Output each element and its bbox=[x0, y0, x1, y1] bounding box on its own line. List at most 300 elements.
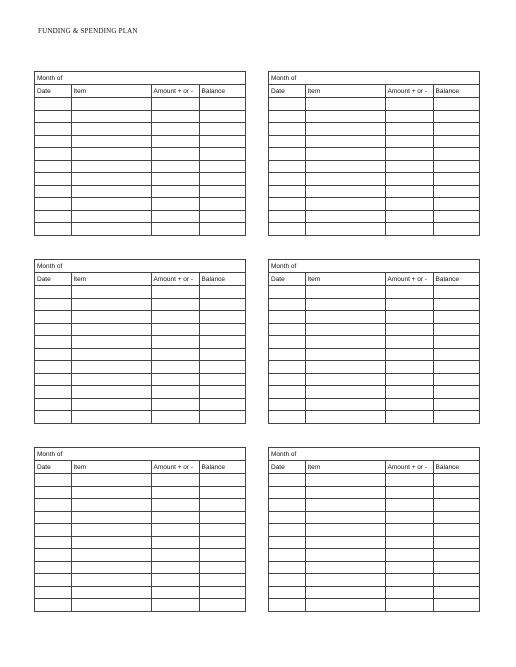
balance-cell[interactable] bbox=[199, 298, 245, 311]
date-cell[interactable] bbox=[269, 323, 305, 336]
date-cell[interactable] bbox=[35, 348, 71, 361]
item-cell[interactable] bbox=[71, 223, 151, 236]
date-cell[interactable] bbox=[269, 586, 305, 599]
ledger-table-5 bbox=[34, 447, 246, 612]
balance-cell[interactable] bbox=[199, 348, 245, 361]
date-cell[interactable] bbox=[35, 98, 71, 111]
balance-cell[interactable] bbox=[433, 160, 479, 173]
balance-cell[interactable] bbox=[433, 561, 479, 574]
balance-cell[interactable] bbox=[433, 210, 479, 223]
table-row bbox=[35, 135, 245, 148]
date-cell[interactable] bbox=[35, 586, 71, 599]
item-cell[interactable] bbox=[305, 486, 385, 499]
item-cell[interactable] bbox=[71, 474, 151, 487]
date-cell[interactable] bbox=[269, 386, 305, 399]
item-cell[interactable] bbox=[71, 286, 151, 299]
date-cell[interactable] bbox=[35, 574, 71, 587]
item-cell[interactable] bbox=[305, 373, 385, 386]
amount-cell[interactable] bbox=[151, 323, 199, 336]
date-cell[interactable] bbox=[35, 173, 71, 186]
date-cell[interactable] bbox=[269, 110, 305, 123]
amount-cell[interactable] bbox=[385, 599, 433, 612]
item-cell[interactable] bbox=[71, 499, 151, 512]
item-cell[interactable] bbox=[71, 411, 151, 424]
amount-cell[interactable] bbox=[385, 373, 433, 386]
balance-cell[interactable] bbox=[433, 599, 479, 612]
item-cell[interactable] bbox=[305, 286, 385, 299]
balance-cell[interactable] bbox=[433, 135, 479, 148]
amount-cell[interactable] bbox=[385, 586, 433, 599]
item-cell[interactable] bbox=[71, 110, 151, 123]
table-row bbox=[269, 323, 479, 336]
amount-cell[interactable] bbox=[151, 173, 199, 186]
item-cell[interactable] bbox=[305, 411, 385, 424]
date-cell[interactable] bbox=[35, 323, 71, 336]
balance-cell[interactable] bbox=[199, 486, 245, 499]
amount-cell[interactable] bbox=[151, 536, 199, 549]
balance-cell[interactable] bbox=[199, 574, 245, 587]
balance-cell[interactable] bbox=[199, 536, 245, 549]
date-header: Date bbox=[269, 85, 305, 98]
month-of-label[interactable]: Month of bbox=[269, 260, 479, 273]
table-row bbox=[35, 173, 245, 186]
date-cell[interactable] bbox=[35, 561, 71, 574]
date-cell[interactable] bbox=[269, 286, 305, 299]
balance-cell[interactable] bbox=[433, 323, 479, 336]
amount-cell[interactable] bbox=[151, 411, 199, 424]
item-cell[interactable] bbox=[305, 348, 385, 361]
item-cell[interactable] bbox=[305, 386, 385, 399]
amount-cell[interactable] bbox=[385, 148, 433, 161]
amount-cell[interactable] bbox=[385, 486, 433, 499]
date-header: Date bbox=[35, 273, 71, 286]
balance-cell[interactable] bbox=[199, 524, 245, 537]
item-cell[interactable] bbox=[71, 511, 151, 524]
amount-cell[interactable] bbox=[151, 298, 199, 311]
date-cell[interactable] bbox=[269, 223, 305, 236]
amount-cell[interactable] bbox=[151, 198, 199, 211]
item-cell[interactable] bbox=[305, 323, 385, 336]
item-cell[interactable] bbox=[71, 135, 151, 148]
date-cell[interactable] bbox=[35, 135, 71, 148]
amount-cell[interactable] bbox=[385, 110, 433, 123]
date-cell[interactable] bbox=[35, 298, 71, 311]
balance-cell[interactable] bbox=[199, 110, 245, 123]
balance-cell[interactable] bbox=[433, 549, 479, 562]
balance-cell[interactable] bbox=[199, 173, 245, 186]
date-cell[interactable] bbox=[269, 536, 305, 549]
amount-cell[interactable] bbox=[385, 286, 433, 299]
balance-cell[interactable] bbox=[199, 549, 245, 562]
balance-cell[interactable] bbox=[433, 198, 479, 211]
amount-cell[interactable] bbox=[151, 561, 199, 574]
balance-cell[interactable] bbox=[199, 499, 245, 512]
ledger-grid bbox=[35, 85, 245, 235]
ledger-grid bbox=[35, 461, 245, 611]
item-cell[interactable] bbox=[71, 586, 151, 599]
balance-cell[interactable] bbox=[199, 160, 245, 173]
balance-cell[interactable] bbox=[199, 185, 245, 198]
amount-cell[interactable] bbox=[151, 574, 199, 587]
balance-cell[interactable] bbox=[199, 323, 245, 336]
item-cell[interactable] bbox=[305, 574, 385, 587]
amount-cell[interactable] bbox=[151, 586, 199, 599]
amount-cell[interactable] bbox=[151, 185, 199, 198]
balance-cell[interactable] bbox=[199, 561, 245, 574]
table-row bbox=[269, 210, 479, 223]
item-cell[interactable] bbox=[305, 336, 385, 349]
item-cell[interactable] bbox=[305, 599, 385, 612]
item-cell[interactable] bbox=[305, 173, 385, 186]
date-cell[interactable] bbox=[35, 223, 71, 236]
item-cell[interactable] bbox=[305, 198, 385, 211]
amount-cell[interactable] bbox=[385, 549, 433, 562]
item-cell[interactable] bbox=[305, 536, 385, 549]
amount-cell[interactable] bbox=[385, 210, 433, 223]
table-row bbox=[35, 386, 245, 399]
balance-cell[interactable] bbox=[199, 286, 245, 299]
item-cell[interactable] bbox=[71, 311, 151, 324]
balance-cell[interactable] bbox=[433, 524, 479, 537]
balance-cell[interactable] bbox=[433, 298, 479, 311]
month-of-label[interactable]: Month of bbox=[35, 72, 245, 85]
item-cell[interactable] bbox=[305, 298, 385, 311]
balance-cell[interactable] bbox=[199, 398, 245, 411]
amount-cell[interactable] bbox=[385, 536, 433, 549]
item-cell[interactable] bbox=[71, 561, 151, 574]
table-row bbox=[35, 361, 245, 374]
date-cell[interactable] bbox=[269, 336, 305, 349]
item-cell[interactable] bbox=[71, 361, 151, 374]
date-cell[interactable] bbox=[269, 561, 305, 574]
amount-cell[interactable] bbox=[151, 110, 199, 123]
item-cell[interactable] bbox=[71, 185, 151, 198]
date-cell[interactable] bbox=[35, 198, 71, 211]
amount-header: Amount + or - bbox=[151, 85, 199, 98]
date-cell[interactable] bbox=[269, 123, 305, 136]
amount-cell[interactable] bbox=[385, 173, 433, 186]
item-cell[interactable] bbox=[71, 486, 151, 499]
header-row bbox=[35, 85, 245, 98]
table-row bbox=[269, 361, 479, 374]
amount-cell[interactable] bbox=[151, 486, 199, 499]
balance-cell[interactable] bbox=[199, 148, 245, 161]
item-cell[interactable] bbox=[71, 198, 151, 211]
balance-cell[interactable] bbox=[199, 373, 245, 386]
balance-cell[interactable] bbox=[433, 536, 479, 549]
balance-cell[interactable] bbox=[199, 311, 245, 324]
item-cell[interactable] bbox=[305, 185, 385, 198]
balance-cell[interactable] bbox=[199, 98, 245, 111]
item-cell[interactable] bbox=[305, 98, 385, 111]
balance-cell[interactable] bbox=[433, 311, 479, 324]
amount-header: Amount + or - bbox=[151, 461, 199, 474]
balance-cell[interactable] bbox=[433, 373, 479, 386]
item-cell[interactable] bbox=[71, 574, 151, 587]
date-cell[interactable] bbox=[269, 599, 305, 612]
date-cell[interactable] bbox=[269, 373, 305, 386]
table-row bbox=[269, 474, 479, 487]
date-cell[interactable] bbox=[35, 123, 71, 136]
balance-cell[interactable] bbox=[199, 123, 245, 136]
balance-cell[interactable] bbox=[433, 223, 479, 236]
balance-cell[interactable] bbox=[199, 135, 245, 148]
balance-cell[interactable] bbox=[433, 386, 479, 399]
item-cell[interactable] bbox=[71, 336, 151, 349]
balance-cell[interactable] bbox=[433, 474, 479, 487]
item-cell[interactable] bbox=[305, 110, 385, 123]
item-cell[interactable] bbox=[71, 173, 151, 186]
balance-cell[interactable] bbox=[433, 148, 479, 161]
amount-cell[interactable] bbox=[151, 135, 199, 148]
amount-cell[interactable] bbox=[151, 123, 199, 136]
item-cell[interactable] bbox=[71, 148, 151, 161]
header-row bbox=[35, 461, 245, 474]
amount-cell[interactable] bbox=[385, 398, 433, 411]
balance-cell[interactable] bbox=[199, 586, 245, 599]
amount-cell[interactable] bbox=[151, 348, 199, 361]
amount-cell[interactable] bbox=[385, 98, 433, 111]
date-cell[interactable] bbox=[35, 486, 71, 499]
amount-cell[interactable] bbox=[385, 386, 433, 399]
date-cell[interactable] bbox=[35, 160, 71, 173]
date-header: Date bbox=[269, 461, 305, 474]
date-cell[interactable] bbox=[35, 398, 71, 411]
table-row bbox=[35, 210, 245, 223]
month-of-label[interactable]: Month of bbox=[269, 448, 479, 461]
amount-cell[interactable] bbox=[151, 398, 199, 411]
month-of-label[interactable]: Month of bbox=[35, 260, 245, 273]
amount-cell[interactable] bbox=[385, 361, 433, 374]
amount-cell[interactable] bbox=[151, 361, 199, 374]
item-cell[interactable] bbox=[71, 160, 151, 173]
balance-cell[interactable] bbox=[199, 511, 245, 524]
date-cell[interactable] bbox=[35, 311, 71, 324]
item-cell[interactable] bbox=[71, 398, 151, 411]
item-cell[interactable] bbox=[71, 549, 151, 562]
amount-cell[interactable] bbox=[385, 511, 433, 524]
amount-cell[interactable] bbox=[385, 323, 433, 336]
date-cell[interactable] bbox=[269, 311, 305, 324]
amount-cell[interactable] bbox=[151, 160, 199, 173]
table-row bbox=[35, 110, 245, 123]
amount-cell[interactable] bbox=[385, 474, 433, 487]
balance-cell[interactable] bbox=[199, 198, 245, 211]
amount-cell[interactable] bbox=[385, 298, 433, 311]
amount-cell[interactable] bbox=[151, 286, 199, 299]
amount-cell[interactable] bbox=[385, 198, 433, 211]
item-cell[interactable] bbox=[305, 561, 385, 574]
balance-cell[interactable] bbox=[433, 511, 479, 524]
item-cell[interactable] bbox=[71, 373, 151, 386]
date-cell[interactable] bbox=[35, 499, 71, 512]
amount-cell[interactable] bbox=[385, 348, 433, 361]
date-cell[interactable] bbox=[35, 110, 71, 123]
item-cell[interactable] bbox=[305, 311, 385, 324]
balance-cell[interactable] bbox=[199, 386, 245, 399]
table-row bbox=[35, 398, 245, 411]
item-cell[interactable] bbox=[71, 599, 151, 612]
date-cell[interactable] bbox=[35, 524, 71, 537]
balance-cell[interactable] bbox=[433, 398, 479, 411]
balance-cell[interactable] bbox=[433, 286, 479, 299]
date-cell[interactable] bbox=[35, 361, 71, 374]
balance-cell[interactable] bbox=[199, 474, 245, 487]
date-cell[interactable] bbox=[269, 198, 305, 211]
balance-cell[interactable] bbox=[433, 348, 479, 361]
date-cell[interactable] bbox=[269, 173, 305, 186]
table-row bbox=[269, 561, 479, 574]
date-cell[interactable] bbox=[35, 386, 71, 399]
date-cell[interactable] bbox=[269, 524, 305, 537]
date-cell[interactable] bbox=[35, 210, 71, 223]
amount-cell[interactable] bbox=[385, 499, 433, 512]
table-row bbox=[269, 486, 479, 499]
amount-cell[interactable] bbox=[151, 373, 199, 386]
item-cell[interactable] bbox=[305, 361, 385, 374]
amount-cell[interactable] bbox=[151, 311, 199, 324]
item-cell[interactable] bbox=[305, 210, 385, 223]
date-cell[interactable] bbox=[269, 185, 305, 198]
item-cell[interactable] bbox=[305, 474, 385, 487]
amount-cell[interactable] bbox=[385, 336, 433, 349]
date-cell[interactable] bbox=[269, 361, 305, 374]
balance-cell[interactable] bbox=[433, 586, 479, 599]
balance-cell[interactable] bbox=[433, 123, 479, 136]
amount-cell[interactable] bbox=[385, 524, 433, 537]
balance-cell[interactable] bbox=[199, 336, 245, 349]
date-cell[interactable] bbox=[269, 499, 305, 512]
amount-cell[interactable] bbox=[151, 223, 199, 236]
date-cell[interactable] bbox=[269, 574, 305, 587]
date-cell[interactable] bbox=[269, 474, 305, 487]
item-cell[interactable] bbox=[305, 135, 385, 148]
item-cell[interactable] bbox=[71, 524, 151, 537]
balance-cell[interactable] bbox=[199, 223, 245, 236]
month-of-label[interactable]: Month of bbox=[269, 72, 479, 85]
item-cell[interactable] bbox=[305, 549, 385, 562]
date-cell[interactable] bbox=[35, 474, 71, 487]
balance-cell[interactable] bbox=[433, 486, 479, 499]
date-cell[interactable] bbox=[35, 599, 71, 612]
date-cell[interactable] bbox=[269, 486, 305, 499]
amount-cell[interactable] bbox=[385, 411, 433, 424]
balance-cell[interactable] bbox=[199, 411, 245, 424]
amount-cell[interactable] bbox=[385, 123, 433, 136]
date-cell[interactable] bbox=[35, 549, 71, 562]
date-cell[interactable] bbox=[35, 286, 71, 299]
item-cell[interactable] bbox=[305, 398, 385, 411]
table-row bbox=[35, 311, 245, 324]
item-cell[interactable] bbox=[71, 348, 151, 361]
item-cell[interactable] bbox=[71, 210, 151, 223]
table-row bbox=[269, 311, 479, 324]
balance-cell[interactable] bbox=[199, 599, 245, 612]
item-cell[interactable] bbox=[71, 323, 151, 336]
balance-cell[interactable] bbox=[433, 173, 479, 186]
balance-cell[interactable] bbox=[199, 210, 245, 223]
balance-cell[interactable] bbox=[433, 336, 479, 349]
date-cell[interactable] bbox=[269, 98, 305, 111]
amount-cell[interactable] bbox=[151, 336, 199, 349]
date-cell[interactable] bbox=[35, 373, 71, 386]
amount-cell[interactable] bbox=[385, 135, 433, 148]
amount-cell[interactable] bbox=[151, 386, 199, 399]
date-cell[interactable] bbox=[35, 411, 71, 424]
item-cell[interactable] bbox=[305, 148, 385, 161]
item-cell[interactable] bbox=[305, 499, 385, 512]
amount-cell[interactable] bbox=[151, 148, 199, 161]
date-cell[interactable] bbox=[269, 511, 305, 524]
date-cell[interactable] bbox=[269, 411, 305, 424]
table-row bbox=[269, 123, 479, 136]
date-cell[interactable] bbox=[35, 185, 71, 198]
balance-cell[interactable] bbox=[433, 499, 479, 512]
amount-cell[interactable] bbox=[385, 561, 433, 574]
amount-cell[interactable] bbox=[385, 223, 433, 236]
amount-cell[interactable] bbox=[151, 98, 199, 111]
amount-cell[interactable] bbox=[385, 185, 433, 198]
balance-cell[interactable] bbox=[433, 411, 479, 424]
date-cell[interactable] bbox=[269, 135, 305, 148]
amount-cell[interactable] bbox=[151, 511, 199, 524]
balance-cell[interactable] bbox=[433, 361, 479, 374]
date-cell[interactable] bbox=[35, 511, 71, 524]
item-cell[interactable] bbox=[305, 586, 385, 599]
date-cell[interactable] bbox=[269, 148, 305, 161]
balance-cell[interactable] bbox=[199, 361, 245, 374]
date-cell[interactable] bbox=[269, 210, 305, 223]
month-of-label[interactable]: Month of bbox=[35, 448, 245, 461]
date-cell[interactable] bbox=[269, 398, 305, 411]
amount-cell[interactable] bbox=[385, 160, 433, 173]
balance-cell[interactable] bbox=[433, 98, 479, 111]
amount-cell[interactable] bbox=[385, 574, 433, 587]
item-cell[interactable] bbox=[305, 524, 385, 537]
table-row bbox=[269, 524, 479, 537]
balance-cell[interactable] bbox=[433, 110, 479, 123]
amount-cell[interactable] bbox=[151, 474, 199, 487]
balance-cell[interactable] bbox=[433, 574, 479, 587]
item-cell[interactable] bbox=[305, 223, 385, 236]
item-cell[interactable] bbox=[71, 386, 151, 399]
date-cell[interactable] bbox=[269, 160, 305, 173]
item-cell[interactable] bbox=[305, 511, 385, 524]
amount-cell[interactable] bbox=[385, 311, 433, 324]
table-row bbox=[269, 223, 479, 236]
date-cell[interactable] bbox=[35, 336, 71, 349]
date-cell[interactable] bbox=[35, 536, 71, 549]
amount-cell[interactable] bbox=[151, 210, 199, 223]
item-cell[interactable] bbox=[71, 123, 151, 136]
date-cell[interactable] bbox=[269, 298, 305, 311]
amount-cell[interactable] bbox=[151, 499, 199, 512]
date-cell[interactable] bbox=[269, 549, 305, 562]
date-cell[interactable] bbox=[269, 348, 305, 361]
item-cell[interactable] bbox=[71, 98, 151, 111]
amount-cell[interactable] bbox=[151, 599, 199, 612]
item-cell[interactable] bbox=[71, 536, 151, 549]
item-cell[interactable] bbox=[71, 298, 151, 311]
table-row bbox=[35, 223, 245, 236]
date-cell[interactable] bbox=[35, 148, 71, 161]
item-cell[interactable] bbox=[305, 160, 385, 173]
amount-cell[interactable] bbox=[151, 549, 199, 562]
item-cell[interactable] bbox=[305, 123, 385, 136]
table-row bbox=[269, 536, 479, 549]
amount-cell[interactable] bbox=[151, 524, 199, 537]
balance-cell[interactable] bbox=[433, 185, 479, 198]
